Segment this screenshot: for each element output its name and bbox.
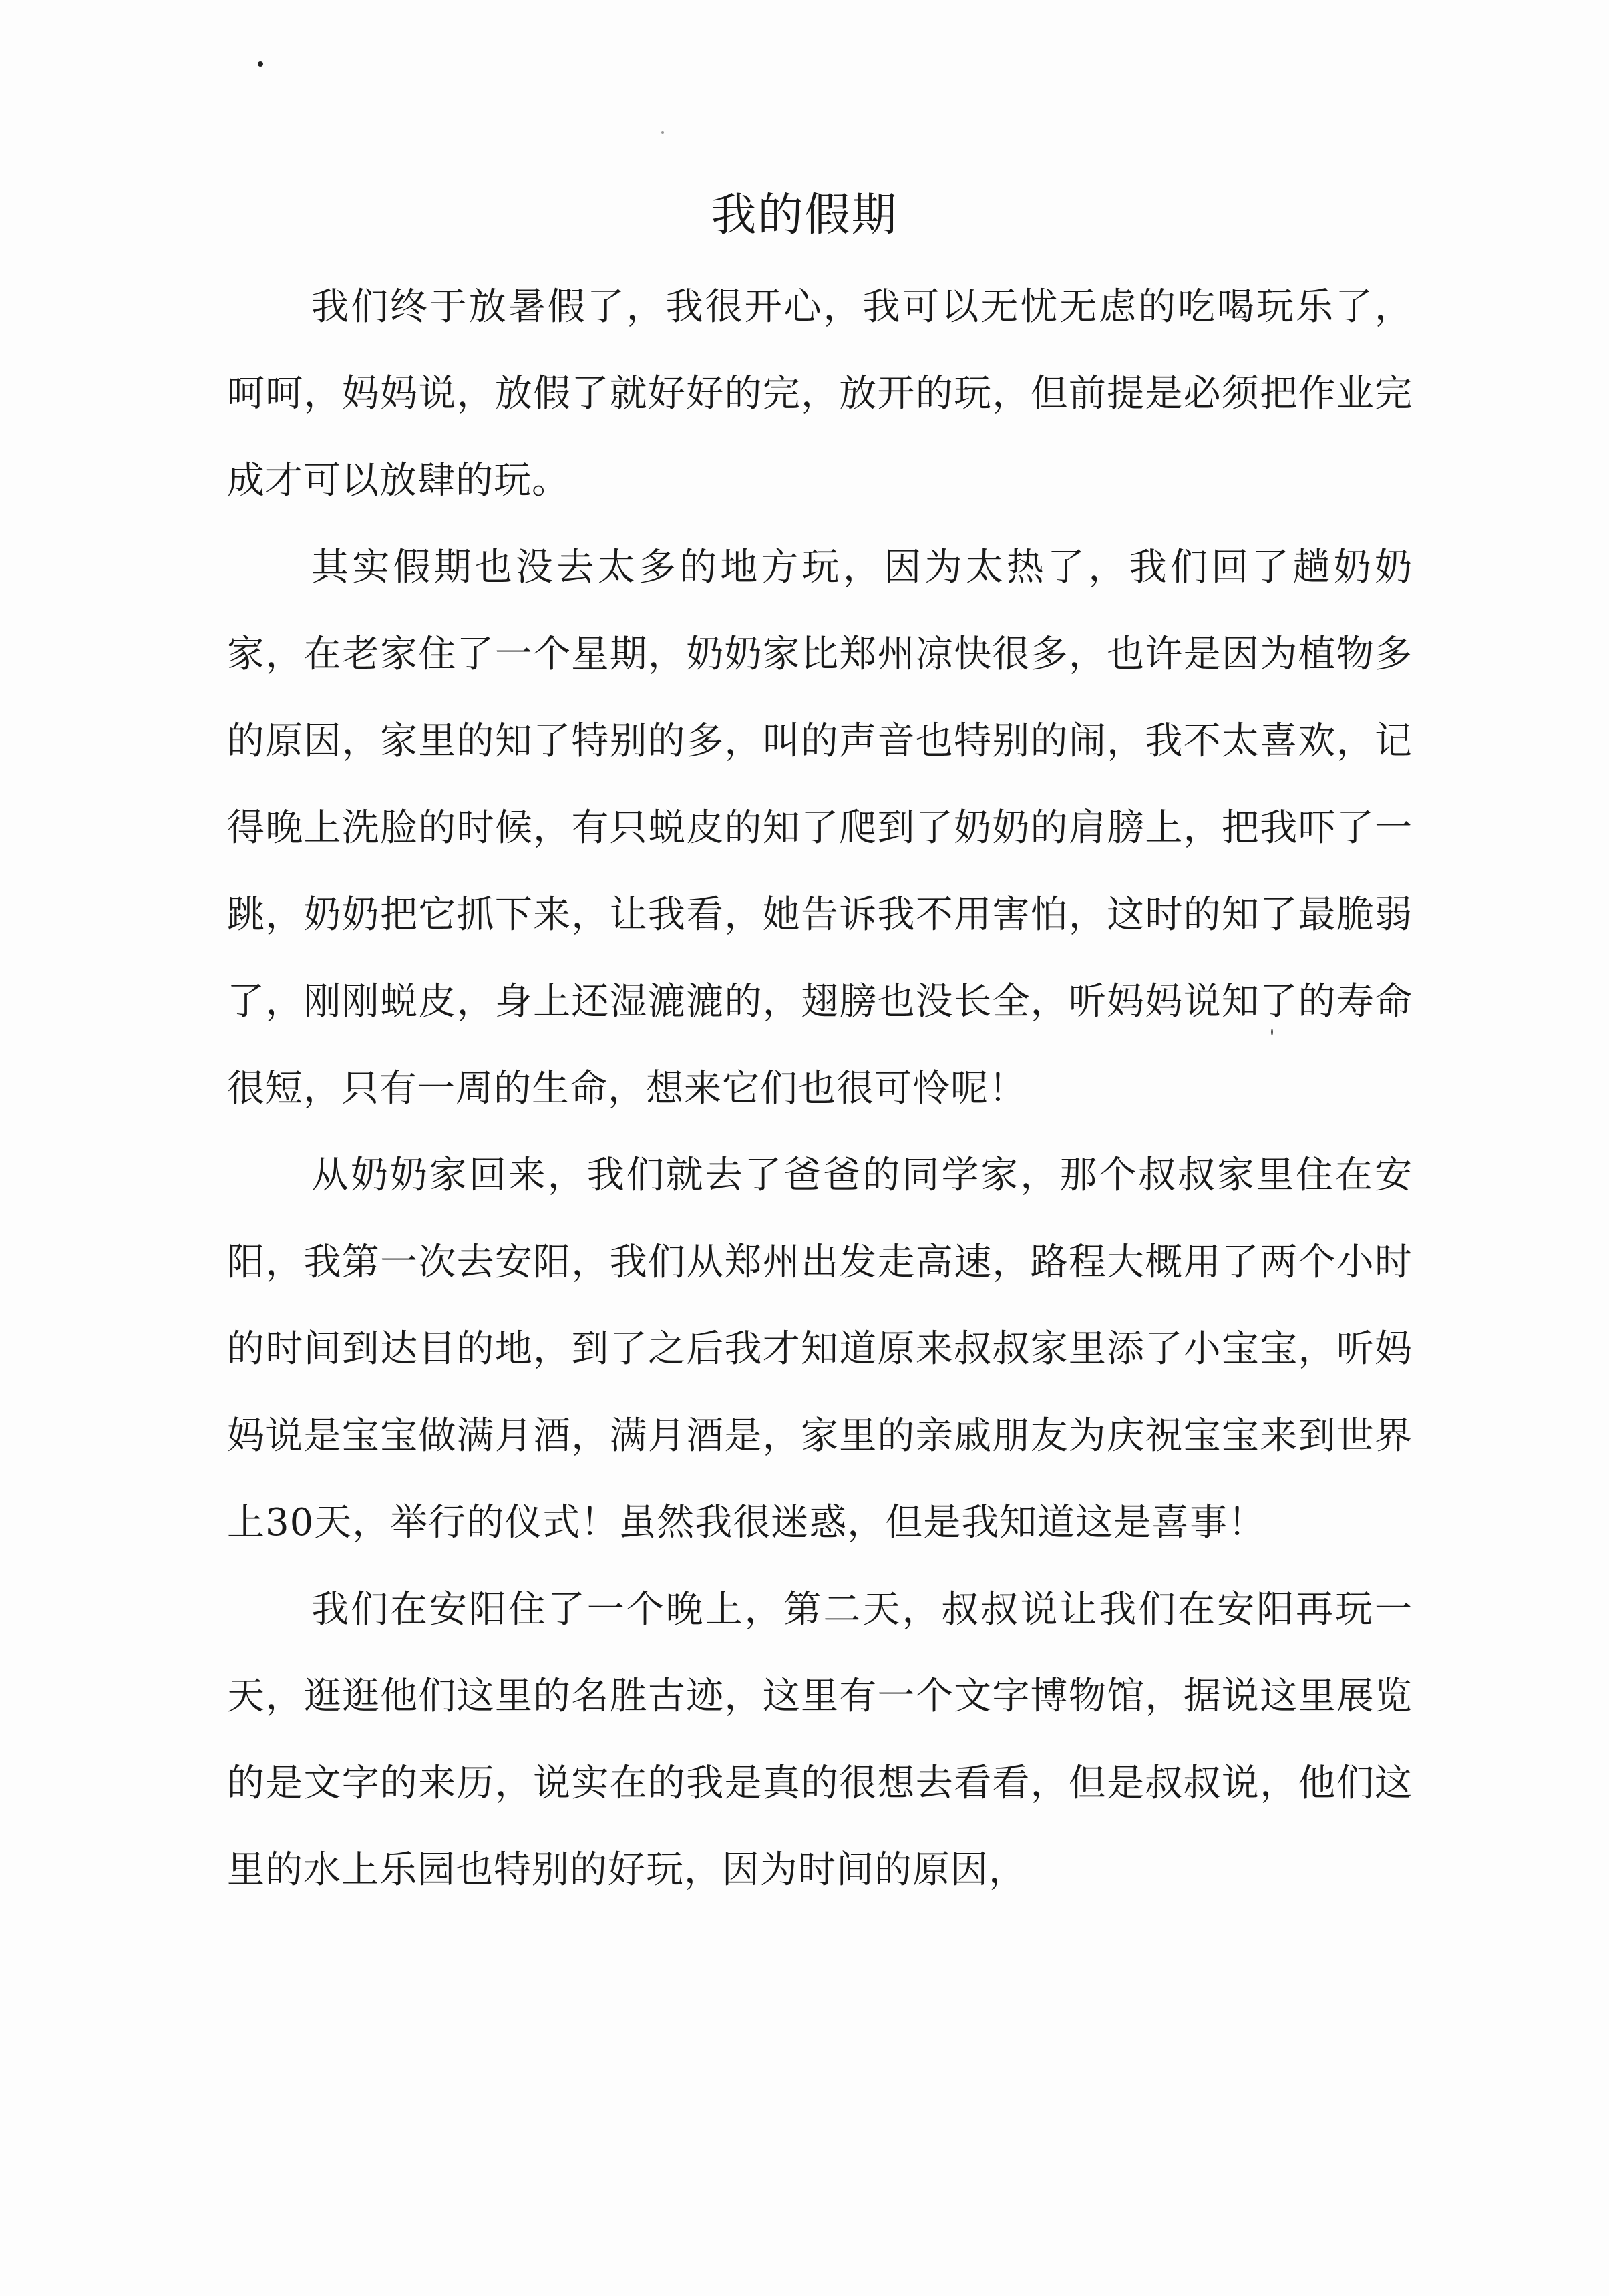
scan-speck — [661, 131, 664, 134]
paragraph: 我们在安阳住了一个晚上，第二天，叔叔说让我们在安阳再玩一天，逛逛他们这里的名胜古迹，这里有一个文字博物馆，据说这里展览的是文字的来历，说实在的我是真的很想去看看，但是叔叔说，他们这里的水上乐园也特别的好玩，因为时间的原因， — [227, 1588, 1413, 1892]
paragraph: 其实假期也没去太多的地方玩，因为太热了，我们回了趟奶奶家，在老家住了一个星期，奶奶家比郑州凉快很多，也许是因为植物多的原因，家里的知了特别的多，叫的声音也特别的闹，我不太喜欢，记得晚上洗脸的时候，有只蜕皮的知了爬到了奶奶的肩膀上，把我吓了一跳，奶奶把它抓下来，让我看，她告诉我不用害怕，这时的知了最脆弱了，刚刚蜕皮，身上还湿漉漉的，翅膀也没长全，听妈妈说知了的寿命很短，只有一周的生命，想来它们也很可怜呢！ — [227, 546, 1413, 1110]
document-title: 我的假期 — [711, 189, 898, 242]
document-body — [227, 264, 1413, 1914]
paragraph: 我们终于放暑假了，我很开心，我可以无忧无虑的吃喝玩乐了，呵呵，妈妈说，放假了就好好的完，放开的玩，但前提是必须把作业完成才可以放肆的玩。 — [227, 285, 1413, 502]
scan-speck — [258, 61, 263, 67]
paragraph: 从奶奶家回来，我们就去了爸爸的同学家，那个叔叔家里住在安阳，我第一次去安阳，我们从郑州出发走高速，路程大概用了两个小时的时间到达目的地，到了之后我才知道原来叔叔家里添了小宝宝，听妈妈说是宝宝做满月酒，满月酒是，家里的亲戚朋友为庆祝宝宝来到世界上30天，举行的仪式！虽然我很迷惑，但是我知道这是喜事！ — [227, 1154, 1413, 1544]
